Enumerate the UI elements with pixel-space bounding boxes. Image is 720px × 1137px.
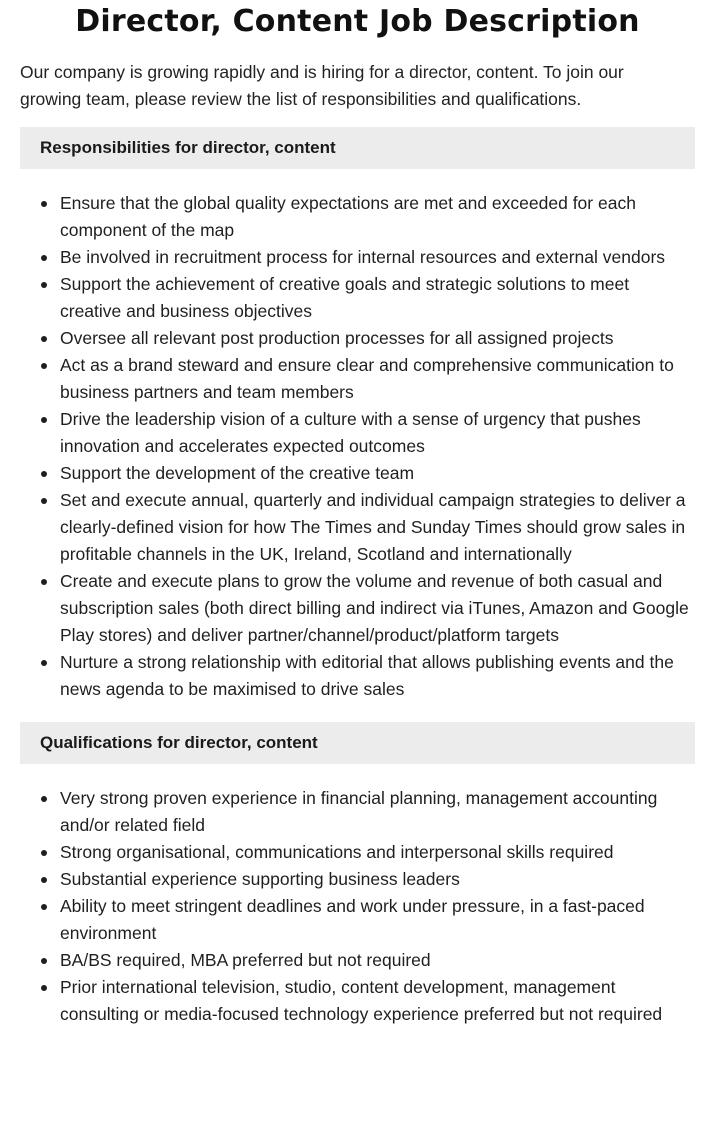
responsibility-item-text: Be involved in recruitment process for internal resources and external vendors [60, 247, 666, 267]
bullet-icon [41, 904, 47, 910]
responsibility-item [20, 406, 695, 460]
bullet-icon [41, 850, 47, 856]
responsibility-item [20, 460, 695, 487]
responsibility-item [20, 244, 695, 271]
qualification-item-text: Prior international television, studio, content development, management consulting or media-focused technology experience preferred but not required [60, 977, 663, 1024]
responsibility-item [20, 271, 695, 325]
bullet-icon [41, 471, 47, 477]
responsibility-item [20, 352, 695, 406]
bullet-icon [41, 282, 47, 288]
bullet-icon [41, 985, 47, 991]
responsibility-item-text: Drive the leadership vision of a culture with a sense of urgency that pushes innovation and accelerates expected outcomes [60, 409, 641, 456]
qualification-item-text: Very strong proven experience in financial planning, management accounting and/or related field [60, 788, 658, 835]
bullet-icon [41, 579, 47, 585]
qualification-item-text: Substantial experience supporting business leaders [60, 869, 460, 889]
responsibility-item-text: Nurture a strong relationship with editorial that allows publishing events and the news agenda to be maximised to drive sales [60, 652, 674, 699]
responsibility-item [20, 568, 695, 649]
qualification-item [20, 893, 695, 947]
responsibility-item-text: Act as a brand steward and ensure clear and comprehensive communication to business partners and team members [60, 355, 674, 402]
qualification-item-text: BA/BS required, MBA preferred but not required [60, 950, 431, 970]
responsibility-item-text: Set and execute annual, quarterly and individual campaign strategies to deliver a clearly-defined vision for how The Times and Sunday Times should grow sales in profitable channels in the UK, Ireland, Scotland and internationally [60, 490, 686, 564]
bullet-icon [41, 363, 47, 369]
responsibility-item [20, 325, 695, 352]
qualification-item [20, 839, 695, 866]
responsibility-item-text: Support the development of the creative team [60, 463, 415, 483]
responsibility-item-text: Ensure that the global quality expectations are met and exceeded for each component of the map [60, 193, 636, 240]
qualification-item [20, 785, 695, 839]
responsibility-item [20, 190, 695, 244]
qualifications-heading-label: Qualifications for director, content [40, 733, 318, 752]
qualifications-heading [20, 722, 695, 764]
qualification-item [20, 866, 695, 893]
bullet-icon [41, 417, 47, 423]
bullet-icon [41, 255, 47, 261]
responsibility-item [20, 487, 695, 568]
page-title: Director, Content Job Description [75, 4, 640, 39]
responsibility-item-text: Create and execute plans to grow the volume and revenue of both casual and subscription sales (both direct billing and indirect via iTunes, Amazon and Google Play stores) and deliver partner/channel/product/platform targets [60, 571, 689, 645]
bullet-icon [41, 201, 47, 207]
qualification-item [20, 947, 695, 974]
bullet-icon [41, 796, 47, 802]
responsibilities-list [20, 190, 695, 703]
responsibilities-heading-label: Responsibilities for director, content [40, 138, 336, 157]
bullet-icon [41, 877, 47, 883]
intro-paragraph: Our company is growing rapidly and is hiring for a director, content. To join our growing team, please review the list of responsibilities and qualifications. [20, 62, 624, 109]
responsibility-item-text: Oversee all relevant post production processes for all assigned projects [60, 328, 614, 348]
responsibility-item-text: Support the achievement of creative goals and strategic solutions to meet creative and business objectives [60, 274, 630, 321]
bullet-icon [41, 660, 47, 666]
responsibilities-heading [20, 127, 695, 169]
bullet-icon [41, 498, 47, 504]
qualification-item-text: Strong organisational, communications and interpersonal skills required [60, 842, 614, 862]
responsibility-item [20, 649, 695, 703]
qualification-item-text: Ability to meet stringent deadlines and work under pressure, in a fast-paced environment [60, 896, 645, 943]
qualification-item [20, 974, 695, 1028]
bullet-icon [41, 336, 47, 342]
qualifications-list [20, 785, 695, 1028]
bullet-icon [41, 958, 47, 964]
